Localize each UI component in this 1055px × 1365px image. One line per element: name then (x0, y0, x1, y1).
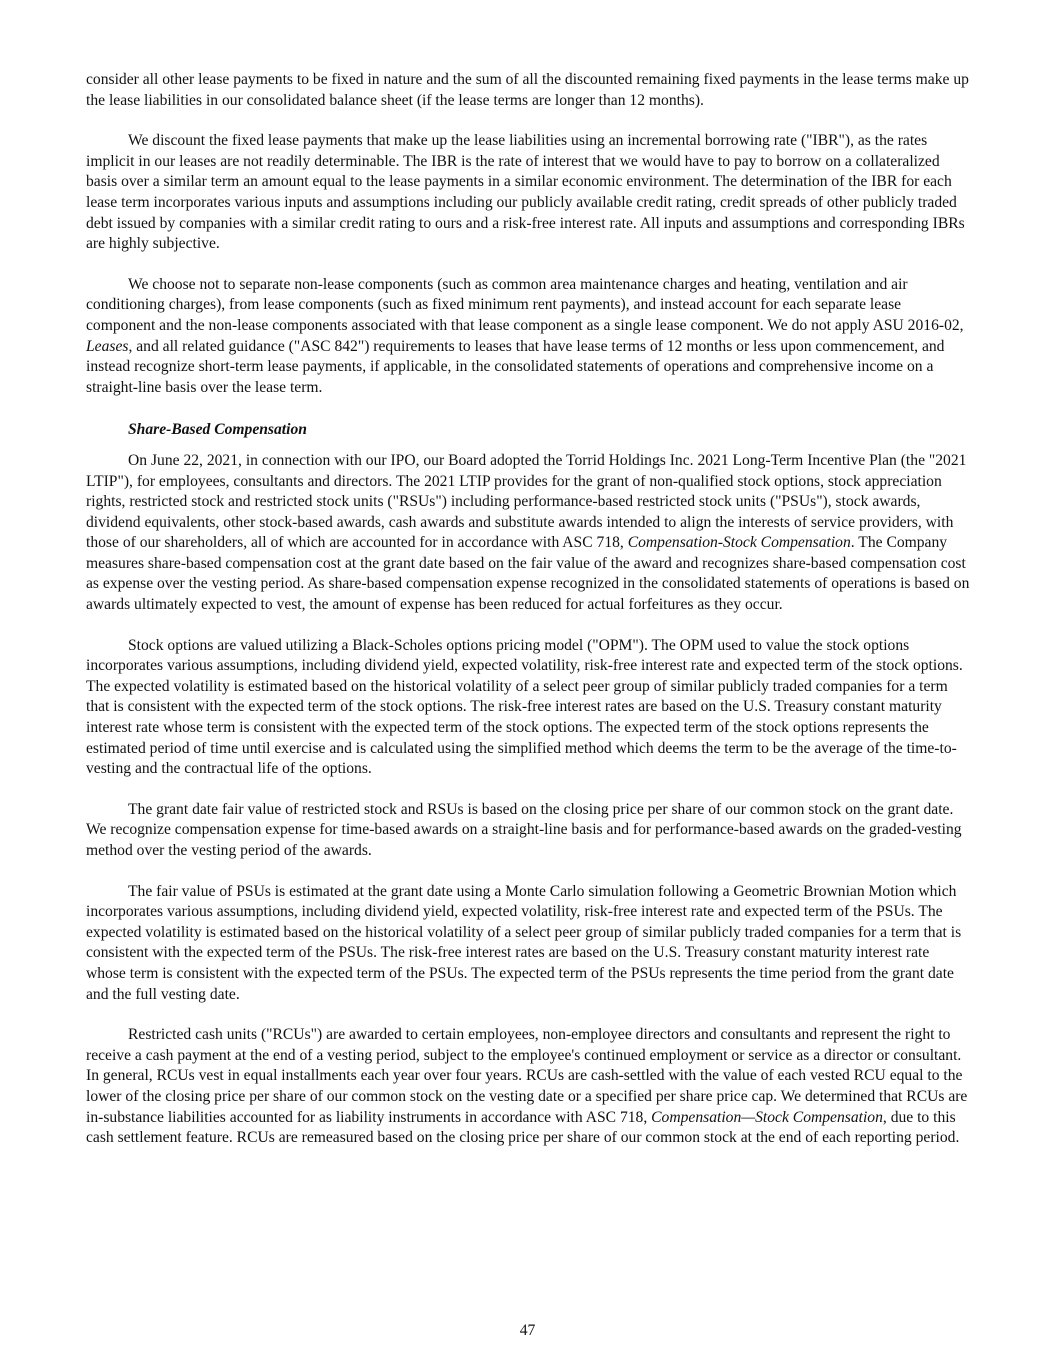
non-lease-text-b: , and all related guidance ("ASC 842") requirements to leases that have lease terms of 12 months or less upon commencement, and instead recognize short-term lease payments, if applicable, in the consolidated statements of operations and comprehensive income on a straight-line basis over the lease term. (86, 337, 945, 396)
section-heading: Share-Based Compensation (128, 421, 307, 439)
non-lease-components-paragraph (86, 275, 972, 399)
ltip-text-a: On June 22, 2021, in connection with our IPO, our Board adopted the Torrid Holdings Inc. 2021 Long-Term Incentive Plan (the "2021 LTIP"), for employees, consultants and directors. The 2021 LTIP provides for the grant of non-qualified stock options, stock appreciation rights, restricted stock and restricted stock units ("RSUs") including performance-based restricted stock units ("PSUs"), stock awards, dividend equivalents, other stock-based awards, cash awards and substitute awards intended to align the interests of service providers, with those of our shareholders, all of which are accounted for in accordance with ASC 718, (86, 451, 967, 552)
asc718-italic: Compensation-Stock Compensation (627, 534, 851, 552)
non-lease-text-a: We choose not to separate non-lease components (such as common area maintenance charges and heating, ventilation and air conditioning charges), from lease components (such as fixed minimum rent payments), and instead account for each separate lease component and the non-lease components associated with that lease component as a single lease component. We do not apply ASU 2016-02, (86, 275, 964, 334)
document-body (86, 70, 972, 1149)
ltip-paragraph (86, 451, 972, 616)
ibr-paragraph: We discount the fixed lease payments that make up the lease liabilities using an incremental borrowing rate ("IBR"), as the rates implicit in our leases are not readily determinable. The IBR is the rate of interest that we would have to pay to borrow on a collateralized basis over a similar term an amount equal to the lease payments in a similar economic environment. The determination of the IBR for each lease term incorporates various inputs and assumptions including our publicly available credit rating, credit spreads of other publicly traded debt issued by companies with a similar credit rating to ours and a risk-free interest rate. All inputs and assumptions and corresponding IBRs are highly subjective. (86, 132, 965, 253)
restricted-stock-paragraph: The grant date fair value of restricted stock and RSUs is based on the closing price per share of our common stock on the grant date. We recognize compensation expense for time-based awards on a straight-line basis and for performance-based awards on the graded-vesting method over the vesting period of the awards. (86, 800, 962, 859)
rcu-text-b: , due to this cash settlement feature. RCUs are remeasured based on the closing price per share of our common stock at the end of each reporting period. (86, 1108, 960, 1147)
ltip-text-b: . The Company measures share-based compensation cost at the grant date based on the fair value of the award and recognizes share-based compensation cost as expense over the vesting period. As share-based compensation expense recognized in the consolidated statements of operations is based on awards ultimately expected to vest, the amount of expense has been reduced for actual forfeitures as they occur. (86, 534, 970, 614)
lease-liabilities-paragraph: consider all other lease payments to be fixed in nature and the sum of all the discounted remaining fixed payments in the lease terms make up the lease liabilities in our consolidated balance sheet (if the lease terms are longer than 12 months). (86, 71, 969, 109)
rcu-text-a: Restricted cash units ("RCUs") are awarded to certain employees, non-employee directors and consultants and represent the right to receive a cash payment at the end of a vesting period, subject to the employee's continued employment or service as a director or consultant. In general, RCUs vest in equal installments each year over four years. RCUs are cash-settled with the value of each vested RCU equal to the lower of the closing price per share of our common stock on the vesting date or a specified per share price cap. We determined that RCUs are in-substance liabilities accounted for as liability instruments in accordance with ASC 718, (86, 1026, 968, 1126)
stock-options-paragraph: Stock options are valued utilizing a Black-Scholes options pricing model ("OPM"). The OPM used to value the stock options incorporates various assumptions, including dividend yield, expected volatility, risk-free interest rate and expected term of the stock options. The expected volatility is estimated based on the historical volatility of a select peer group of similar publicly traded companies for a term that is consistent with the expected term of the stock options. The risk-free interest rates are based on the U.S. Treasury constant maturity interest rate whose term is consistent with the expected term of the stock options. The expected term of the stock options represents the estimated period of time until exercise and is calculated using the simplified method which deems the term to be the average of the time-to-vesting and the contractual life of the options. (86, 636, 963, 778)
page-number: 47 (519, 1322, 536, 1339)
psu-paragraph: The fair value of PSUs is estimated at the grant date using a Monte Carlo simulation following a Geometric Brownian Motion which incorporates various assumptions, including dividend yield, expected volatility, risk-free interest rate and expected term of the PSUs. The expected volatility is estimated based on the historical volatility of a select peer group of similar publicly traded companies for a term that is consistent with the expected term of the PSUs. The risk-free interest rates are based on the U.S. Treasury constant maturity interest rate whose term is consistent with the expected term of the PSUs. The expected term of the PSUs represents the time period from the grant date and the full vesting date. (86, 882, 962, 1003)
rcu-paragraph (86, 1025, 972, 1149)
asc718-rcu-italic: Compensation—Stock Compensation (651, 1108, 883, 1126)
leases-italic: Leases (86, 337, 129, 355)
